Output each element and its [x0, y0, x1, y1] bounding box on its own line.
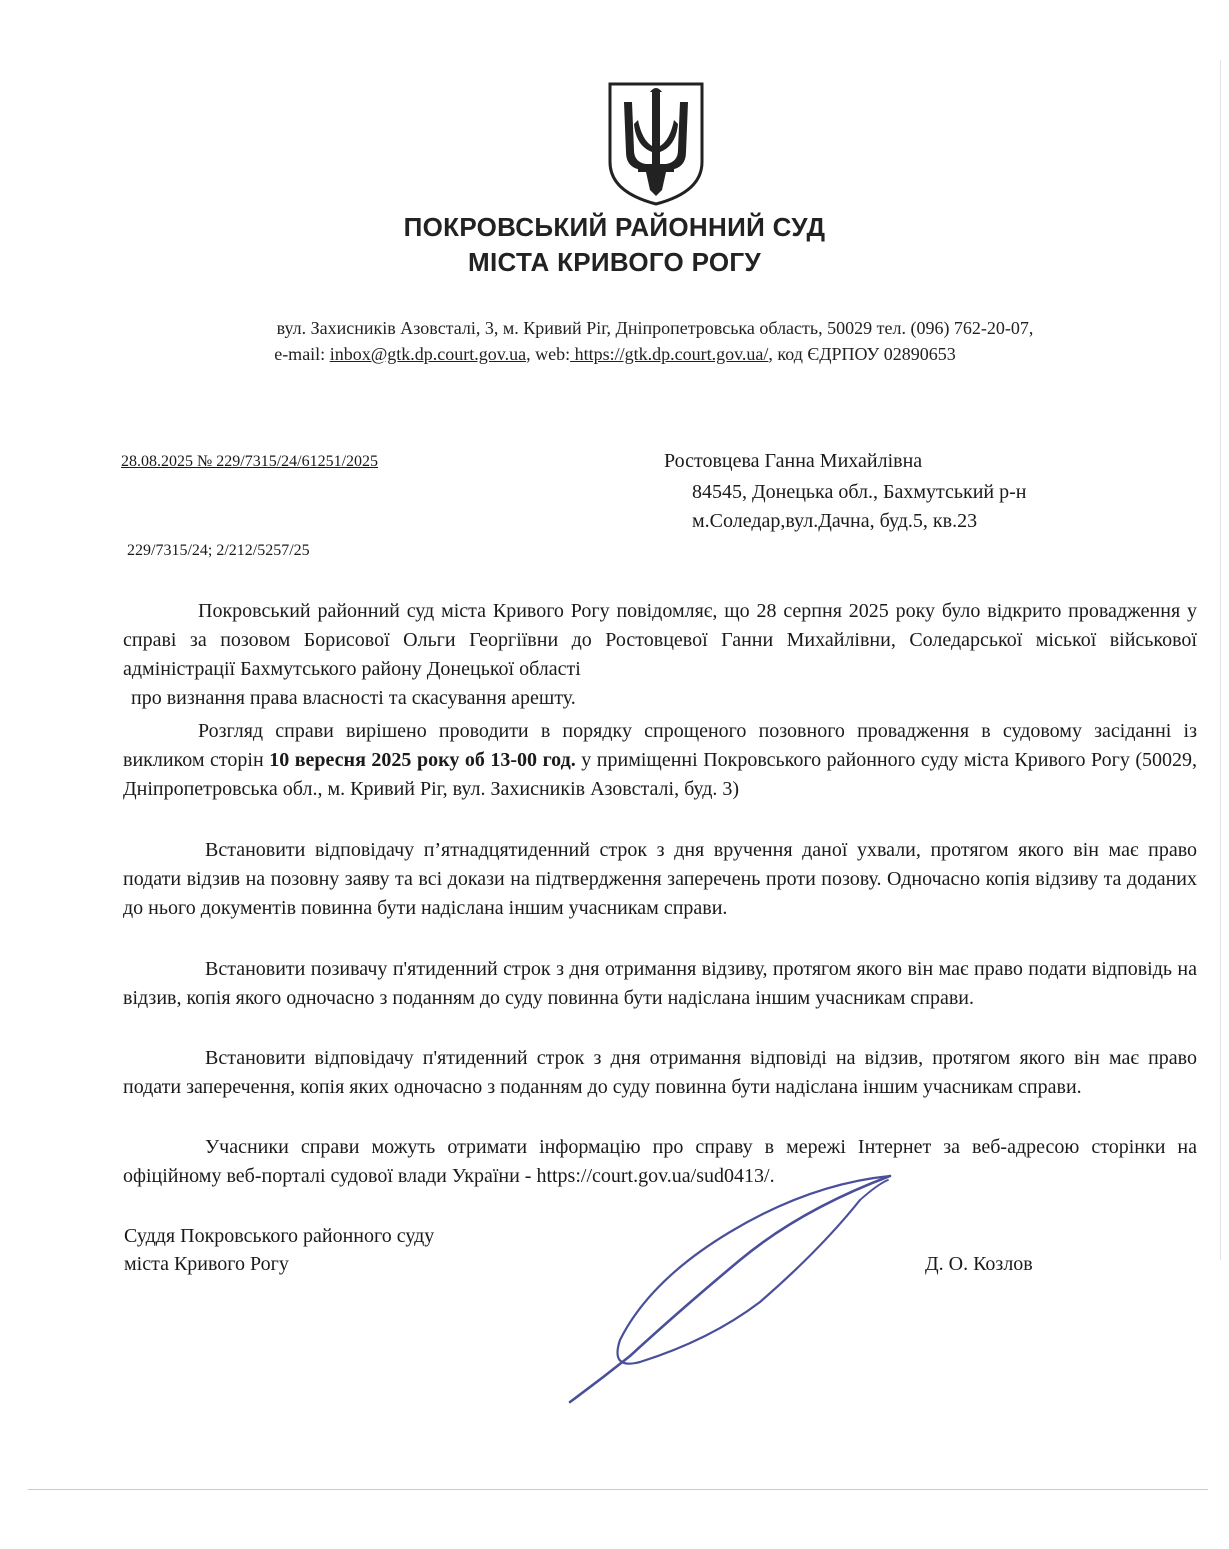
hearing-text-end: у приміщенні Покровського районного суду міста Кривого Рогу (50029, Дніпропетровська обл., м. Кривий Ріг, вул. Захисників Азовсталі, буд. 3) — [123, 749, 1198, 800]
paragraph-defendant-deadline: Встановити відповідачу п’ятнадцятиденний строк з дня вручення даної ухвали, протягом якого він має право подати відзив на позовну заяву та всі докази на підтвердження заперечень проти позову. Одночасно копія відзиву та доданих до нього документів повинна бути надіслана іншим учасникам справи. — [123, 839, 1197, 919]
judge-title-line1: Суддя Покровського районного суду — [124, 1225, 435, 1247]
web-label: , web: — [526, 344, 571, 364]
paragraph-plaintiff-deadline: Встановити позивачу п'ятиденний строк з дня отримання відзиву, протягом якого він має право подати відповідь на відзив, копія якого одночасно з поданням до суду повинна бути надіслана іншим учасникам справи. — [123, 958, 1197, 1009]
recipient-address-line2: м.Соледар,вул.Дачна, буд.5, кв.23 — [692, 510, 978, 532]
court-contacts — [0, 344, 1229, 365]
web-link[interactable]: https://gtk.dp.court.gov.ua/ — [570, 344, 769, 364]
paragraph-online-info: Учасники справи можуть отримати інформацію про справу в мережі Інтернет за веб-адресою сторінки на офіційному веб-порталі судової влади України - https://court.gov.ua/sud0413/. — [123, 1136, 1197, 1187]
hearing-datetime: 10 вересня 2025 року об 13-00 год. — [269, 749, 576, 771]
page-bottom-line — [28, 1489, 1208, 1490]
case-reference: 229/7315/24; 2/212/5257/25 — [127, 542, 310, 559]
judge-signature — [560, 1170, 900, 1410]
court-address: вул. Захисників Азовсталі, 3, м. Кривий Ріг, Дніпропетровська область, 50029 тел. (096) 762-20-07, — [276, 318, 1034, 338]
recipient-address-line1: 84545, Донецька обл., Бахмутський р-н — [692, 481, 1027, 503]
hearing-text-start: Розгляд справи вирішено проводити в порядку спрощеного позовного провадження в судовому засіданні із викликом сторін — [123, 720, 1197, 771]
paragraph-notice-end: про визнання права власності та скасування арешту. — [131, 687, 576, 709]
scan-edge-line — [1220, 60, 1221, 1260]
judge-name: Д. О. Козлов — [925, 1253, 1033, 1275]
court-name-line2: МІСТА КРИВОГО РОГУ — [468, 247, 761, 277]
judge-title-line2: міста Кривого Рогу — [124, 1253, 289, 1275]
paragraph-objection-deadline: Встановити відповідачу п'ятиденний строк з дня отримання відповіді на відзив, протягом якого він має право подати заперечення, копія яких одночасно з поданням до суду повинна бути надіслана іншим учасникам справи. — [123, 1047, 1197, 1098]
paragraph-hearing — [123, 717, 1197, 804]
court-name-line1: ПОКРОВСЬКИЙ РАЙОННИЙ СУД — [403, 212, 826, 242]
coat-of-arms-icon — [606, 80, 706, 208]
email-link[interactable]: inbox@gtk.dp.court.gov.ua — [329, 344, 527, 364]
edrpou-code: , код ЄДРПОУ 02890653 — [768, 344, 956, 364]
paragraph-notice: Покровський районний суд міста Кривого Рогу повідомляє, що 28 серпня 2025 року було відкрито провадження у справі за позовом Борисової Ольги Георгіївни до Ростовцевої Ганни Михайлівни, Соледарської міської військової адміністрації Бахмутського району Донецької області — [123, 600, 1197, 680]
email-label: e-mail: — [274, 344, 330, 364]
recipient-name: Ростовцева Ганна Михайлівна — [664, 450, 923, 472]
outgoing-date-number: 28.08.2025 № 229/7315/24/61251/2025 — [121, 453, 379, 470]
